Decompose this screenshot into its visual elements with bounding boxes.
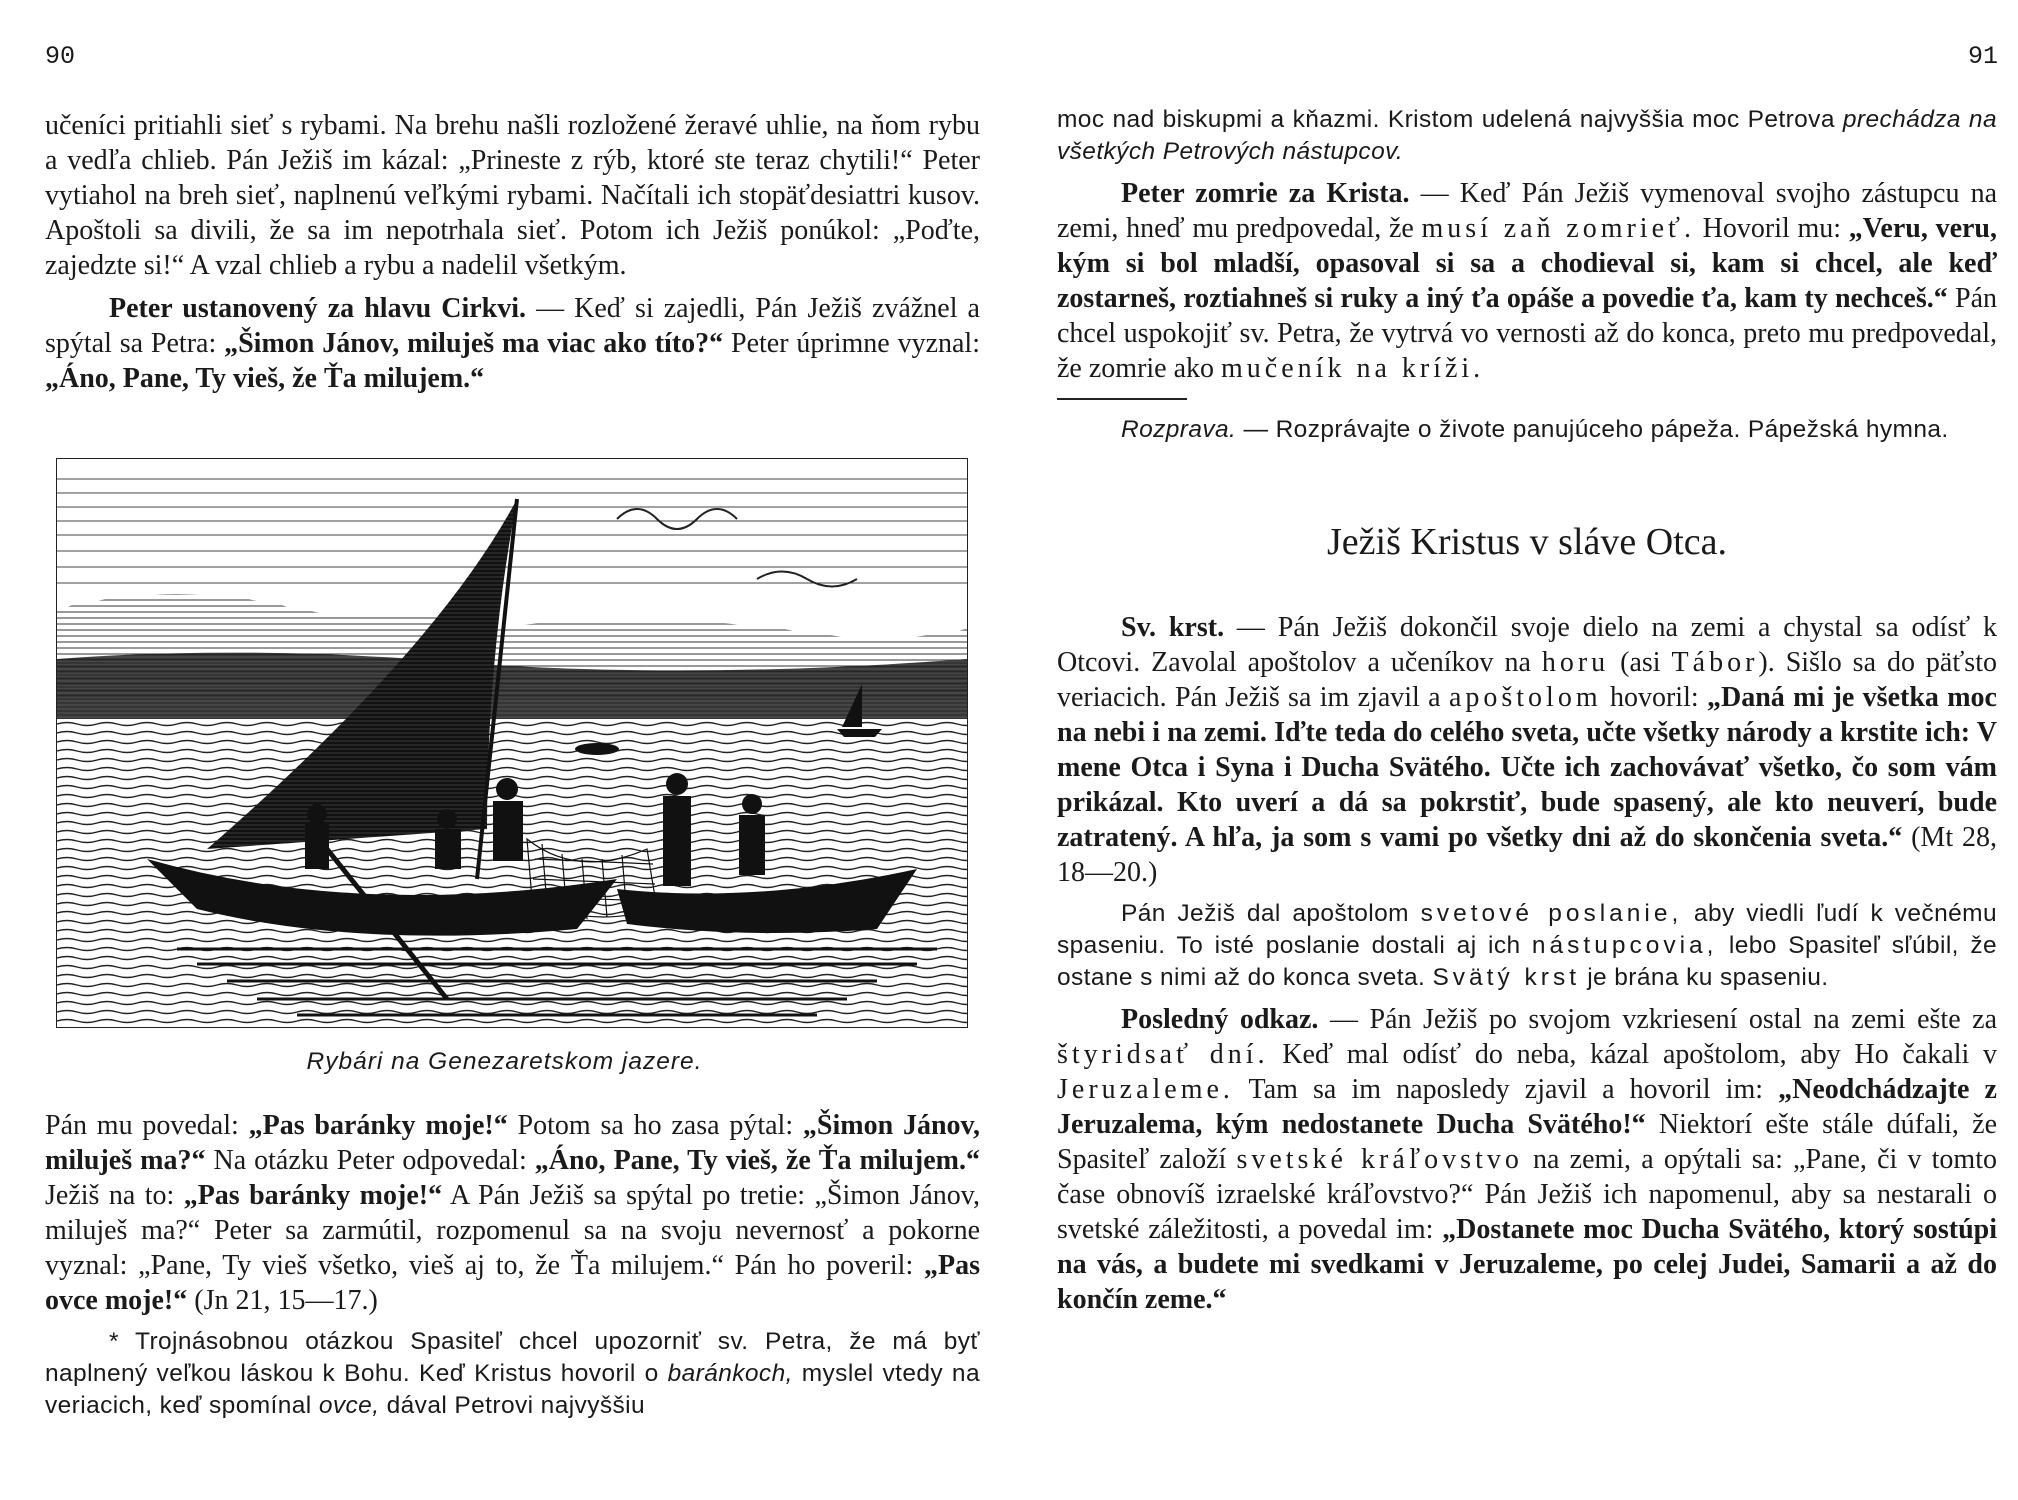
- paragraph: učeníci pritiahli sieť s rybami. Na brehu našli rozložené žeravé uhlie, na ňom rybu a vedľa chlieb. Pán Ježiš im kázal: „Prineste z rýb, ktoré ste teraz chytili!“ Peter vytiahol na breh sieť, naplnenú veľkými rybami. Načítali ich stopäťdesiattri kusov. Apoštoli sa divili, že sa im nepotrhala sieť. Potom ich Ježiš ponúkol: „Poďte, zajedzte si!“ A vzal chlieb a rybu a nadelil všetkým.: [45, 110, 980, 281]
- section-heading: Posledný odkaz.: [1121, 1004, 1319, 1035]
- right-text: [1057, 104, 1997, 1317]
- divider: [1057, 398, 1187, 400]
- section-heading: Peter zomrie za Krista.: [1121, 178, 1410, 209]
- paragraph-peter-dies: Peter zomrie za Krista. — Keď Pán Ježiš vymenoval svojho zástupcu na zemi, hneď mu predpovedal, že musí zaň zomrieť. Hovoril mu: „Veru, veru, kým si bol mladší, opasoval si sa a chodieval si, kam si chcel, ale keď zostarneš, roztiahneš si ruky a iný ťa opáše a povedie ťa, kam ty nechceš.“ Pán chcel uspokojiť sv. Petra, že vytrvá vo vernosti až do konca, preto mu predpovedal, že zomrie ako mučeník na kríži.: [1057, 178, 1997, 384]
- illustration-fishing-boats: [56, 458, 968, 1028]
- right-page: [1009, 0, 2018, 1500]
- left-bottom-text: [45, 1108, 980, 1422]
- left-top-text: [45, 108, 980, 396]
- paragraph-peter-head: Peter ustanovený za hlavu Cirkvi. — Keď si zajedli, Pán Ježiš zvážnel a spýtal sa Petra: „Šimon Jánov, miluješ ma viac ako títo?“ Peter úprimne vyznal: „Áno, Pane, Ty vieš, že Ťa milujem.“: [45, 293, 980, 394]
- section-heading: Peter ustanovený za hlavu Cirkvi.: [109, 293, 526, 324]
- illustration-caption: Rybári na Genezaretskom jazere.: [306, 1048, 703, 1075]
- paragraph-last-message: Posledný odkaz. — Pán Ježiš po svojom vzkriesení ostal na zemi ešte za štyridsať dní. Keď mal odísť do neba, kázal apoštolom, aby Ho čakali v Jeruzaleme. Tam sa im naposledy zjavil a hovoril im: „Neodchádzajte z Jeruzalema, kým nedostanete Ducha Svätého!“ Niektorí ešte stále dúfali, že Spasiteľ založí svetské kráľovstvo na zemi, a opýtali sa: „Pane, či v tomto čase obnovíš izraelské kráľovstvo?“ Pán Ježiš ich napomenul, aby sa nestarali o svetské záležitosti, a povedal im: „Dostanete moc Ducha Svätého, ktorý sostúpi na vás, a budete mi svedkami v Jeruzaleme, po celej Judei, Samarii a až do končín zeme.“: [1057, 1004, 1997, 1315]
- chapter-title: Ježiš Kristus v sláve Otca.: [1327, 521, 1727, 563]
- footnote: * Trojnásobnou otázkou Spasiteľ chcel upozorniť sv. Petra, že má byť naplnený veľkou láskou k Bohu. Keď Kristus hovoril o baránkoch, myslel vtedy na veriacich, keď spomínal ovce, dával Petrovi najvyššiu: [45, 1328, 980, 1419]
- footnote-continued: moc nad biskupmi a kňazmi. Kristom udelená najvyššia moc Petrova prechádza na všetkých Petrových nástupcov.: [1057, 106, 1997, 165]
- page-number: 91: [1967, 42, 1998, 71]
- paragraph-mission: Pán Ježiš dal apoštolom svetové poslanie, aby viedli ľudí k večnému spaseniu. To isté poslanie dostali aj ich nástupcovia, lebo Spasiteľ sľúbil, že ostane s nimi až do konca sveta. Svätý krst je brána ku spaseniu.: [1057, 900, 1997, 991]
- section-heading: Sv. krst.: [1121, 612, 1225, 643]
- discussion-note: Rozprava. — Rozprávajte o živote panujúceho pápeža. Pápežská hymna.: [1121, 416, 1949, 443]
- page-number: 90: [45, 42, 76, 71]
- paragraph: Pán mu povedal: „Pas baránky moje!“ Potom sa ho zasa pýtal: „Šimon Jánov, miluješ ma?“ Na otázku Peter odpovedal: „Áno, Pane, Ty vieš, že Ťa milujem.“ Ježiš na to: „Pas baránky moje!“ A Pán Ježiš sa spýtal po tretie: „Šimon Jánov, miluješ ma?“ Peter sa zarmútil, rozpomenul sa na svoju nevernosť a pokorne vyznal: „Pane, Ty vieš všetko, vieš aj to, že Ťa milujem.“ Pán ho poveril: „Pas ovce moje!“ (Jn 21, 15—17.): [45, 1110, 981, 1316]
- paragraph-baptism: Sv. krst. — Pán Ježiš dokončil svoje dielo na zemi a chystal sa odísť k Otcovi. Zavolal apoštolov a učeníkov na horu (asi Tábor). Sišlo sa do päťsto veriacich. Pán Ježiš sa im zjavil a apoštolom hovoril: „Daná mi je všetka moc na nebi i na zemi. Iďte teda do celého sveta, učte všetky národy a krstite ich: V mene Otca i Syna i Ducha Svätého. Učte ich zachovávať všetko, čo som vám prikázal. Kto uverí a dá sa pokrstiť, bude spasený, ale kto neuverí, bude zatratený. A hľa, ja som s vami po všetky dni až do skončenia sveta.“ (Mt 28, 18—20.): [1057, 612, 1998, 888]
